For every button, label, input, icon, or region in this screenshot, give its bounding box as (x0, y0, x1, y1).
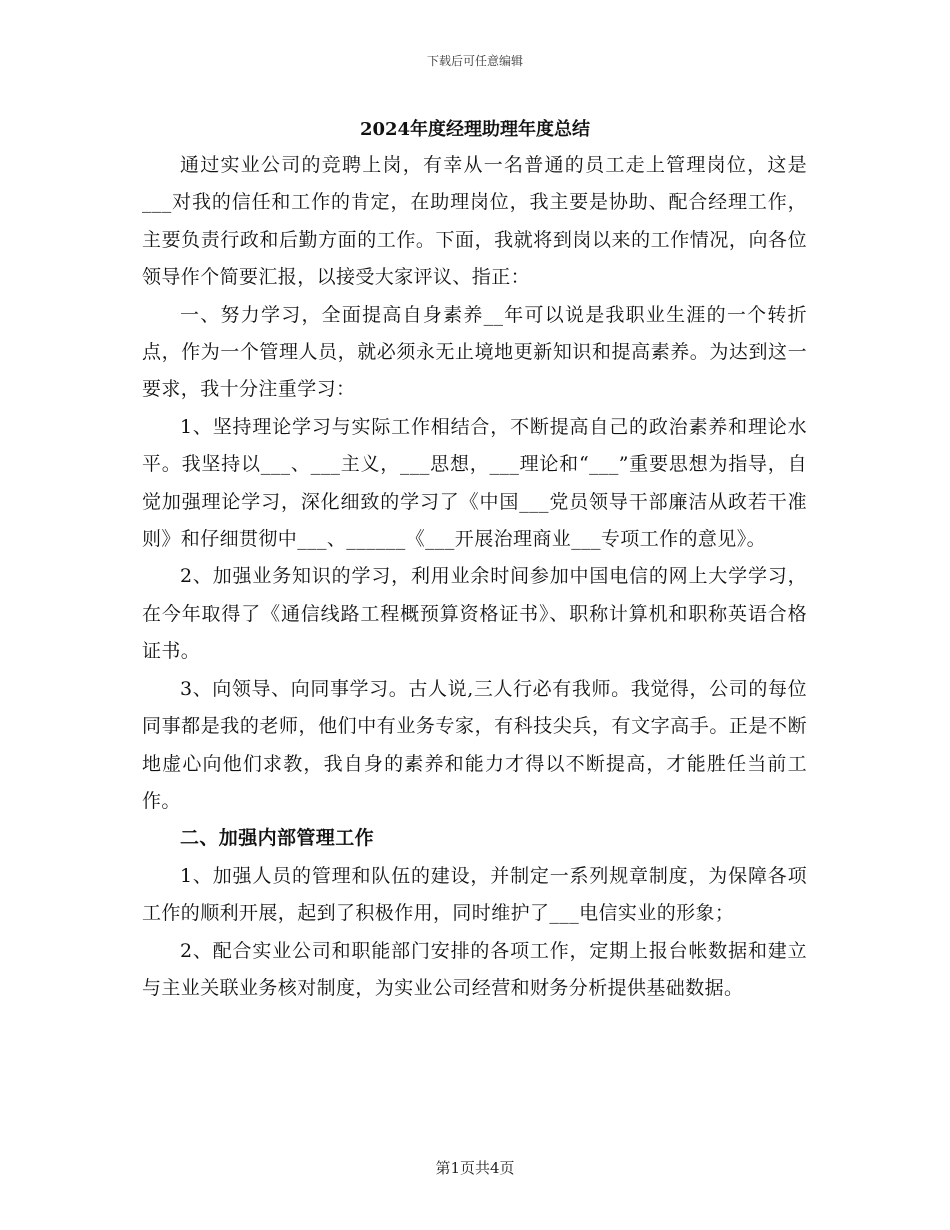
paragraph-intro: 通过实业公司的竞聘上岗，有幸从一名普通的员工走上管理岗位，这是___对我的信任和工作的肯定，在助理岗位，我主要是协助、配合经理工作，主要负责行政和后勤方面的工作。下面，我就将到岗以来的工作情况，向各位领导作个简要汇报，以接受大家评议、指正： (142, 154, 807, 289)
section-heading-2: 二、加强内部管理工作 (180, 827, 375, 850)
document-body (142, 147, 807, 1007)
page-footer: 第1页共4页 (435, 1159, 515, 1177)
paragraph-item-2-2: 2、配合实业公司和职能部门安排的各项工作，定期上报台帐数据和建立与主业关联业务核对制度，为实业公司经营和财务分析提供基础数据。 (142, 939, 807, 999)
paragraph-section-1: 一、努力学习，全面提高自身素养__年可以说是我职业生涯的一个转折点，作为一个管理人员，就必须永无止境地更新知识和提高素养。为达到这一要求，我十分注重学习： (142, 303, 807, 401)
header-note: 下载后可任意编辑 (426, 54, 523, 68)
document-title: 2024年度经理助理年度总结 (359, 119, 591, 140)
paragraph-item-1-3: 3、向领导、向同事学习。古人说,三人行必有我师。我觉得，公司的每位同事都是我的老师，他们中有业务专家，有科技尖兵，有文字高手。正是不断地虚心向他们求教，我自身的素养和能力才得以不断提高，才能胜任当前工作。 (142, 677, 807, 812)
paragraph-item-1-2: 2、加强业务知识的学习，利用业余时间参加中国电信的网上大学学习，在今年取得了《通信线路工程概预算资格证书》、职称计算机和职称英语合格证书。 (142, 565, 807, 663)
paragraph-item-2-1: 1、加强人员的管理和队伍的建设，并制定一系列规章制度，为保障各项工作的顺利开展，起到了积极作用，同时维护了___电信实业的形象； (142, 864, 807, 925)
paragraph-item-1-1: 1、坚持理论学习与实际工作相结合，不断提高自己的政治素养和理论水平。我坚持以___、___主义，___思想，___理论和“___”重要思想为指导，自觉加强理论学习，深化细致的学习了《中国___党员领导干部廉洁从政若干准则》和仔细贯彻中___、______《___开展治理商业___专项工作的意见》。 (142, 415, 807, 551)
